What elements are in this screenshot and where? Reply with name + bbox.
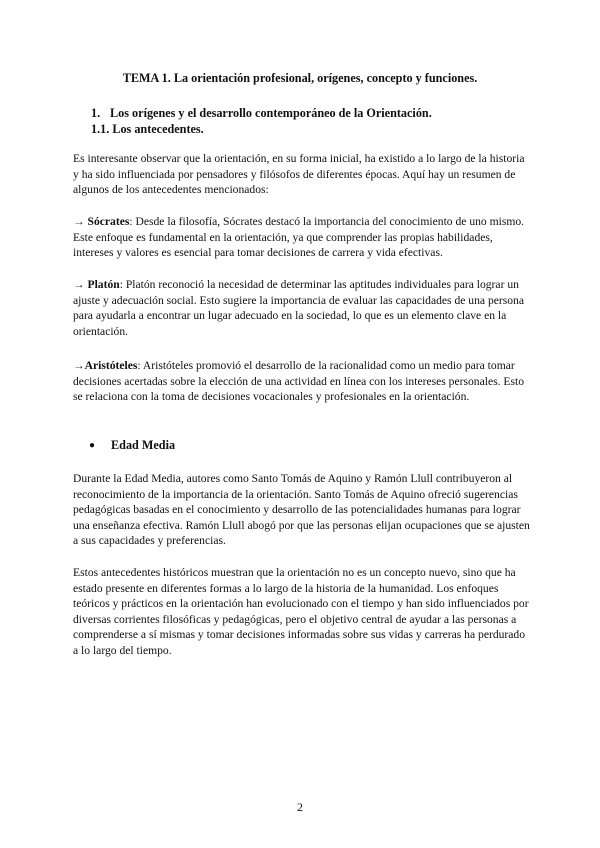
entry-platon bbox=[73, 277, 533, 339]
entry-name: Sócrates bbox=[87, 215, 130, 228]
bullet-icon: ● bbox=[89, 440, 96, 451]
entry-name: Aristóteles bbox=[84, 359, 138, 372]
section-number: 1. bbox=[91, 106, 101, 120]
arrow-icon: → bbox=[73, 215, 88, 228]
entry-aristoteles bbox=[73, 358, 533, 405]
bullet-label: Edad Media bbox=[111, 438, 176, 452]
section-heading bbox=[91, 106, 432, 121]
bullet-edad-media bbox=[89, 438, 175, 453]
subsection-heading: 1.1. Los antecedentes. bbox=[91, 122, 204, 136]
arrow-icon: → bbox=[73, 278, 88, 291]
entry-name: Platón bbox=[87, 278, 120, 291]
entry-socrates bbox=[73, 214, 533, 261]
conclusion-paragraph: Estos antecedentes históricos muestran que la orientación no es un concepto nuevo, sino que ha estado presente en diferentes formas a lo largo de la historia de la humanidad. Los enfoques teóricos y prácticos en la orientación han evolucionado con el tiempo y han sido influenciados por diversas corrientes filosóficas y pedagógicas, pero el objetivo central de ayudar a las personas a comprenderse a sí mismas y tomar decisiones informadas sobre sus vidas y carreras ha perdurado a lo largo del tiempo. bbox=[73, 566, 529, 657]
section-heading-text: Los orígenes y el desarrollo contemporáneo de la Orientación. bbox=[110, 106, 432, 120]
entry-text: : Desde la filosofía, Sócrates destacó la importancia del conocimiento de uno mismo. Este enfoque es fundamental en la orientación, ya que comprender las propias habilidades, intereses y valores es esencial para tomar decisiones de carrera y vida efectivas. bbox=[73, 215, 525, 260]
entry-text: : Aristóteles promovió el desarrollo de la racionalidad como un medio para tomar decisiones acertadas sobre la elección de una actividad en línea con los intereses personales. Esto se relaciona con la toma de decisiones vocacionales y profesionales en la orientación. bbox=[73, 359, 525, 404]
page-number: 2 bbox=[297, 800, 303, 814]
edad-media-paragraph: Durante la Edad Media, autores como Santo Tomás de Aquino y Ramón Llull contribuyeron al reconocimiento de la importancia de la orientación. Santo Tomás de Aquino ofreció sugerencias pedagógicas basadas en el conocimiento y desarrollo de las potencialidades humanas para lograr una enseñanza efectiva. Ramón Llull abogó por que las personas elijan ocupaciones que se ajusten a sus capacidades y preferencias. bbox=[73, 472, 530, 548]
intro-paragraph: Es interesante observar que la orientación, en su forma inicial, ha existido a lo largo de la historia y ha sido influenciada por pensadores y filósofos de diferentes épocas. Aquí hay un resumen de algunos de los antecedentes mencionados: bbox=[73, 152, 525, 197]
arrow-icon: → bbox=[73, 359, 85, 372]
entry-text: : Platón reconoció la necesidad de determinar las aptitudes individuales para lograr un ajuste y adecuación social. Esto sugiere la importancia de evaluar las capacidades de una persona para ayudarla a encontrar un lugar adecuado en la sociedad, lo que es un elemento clave en la orientación. bbox=[73, 278, 524, 338]
document-title: TEMA 1. La orientación profesional, orígenes, concepto y funciones. bbox=[122, 71, 478, 85]
